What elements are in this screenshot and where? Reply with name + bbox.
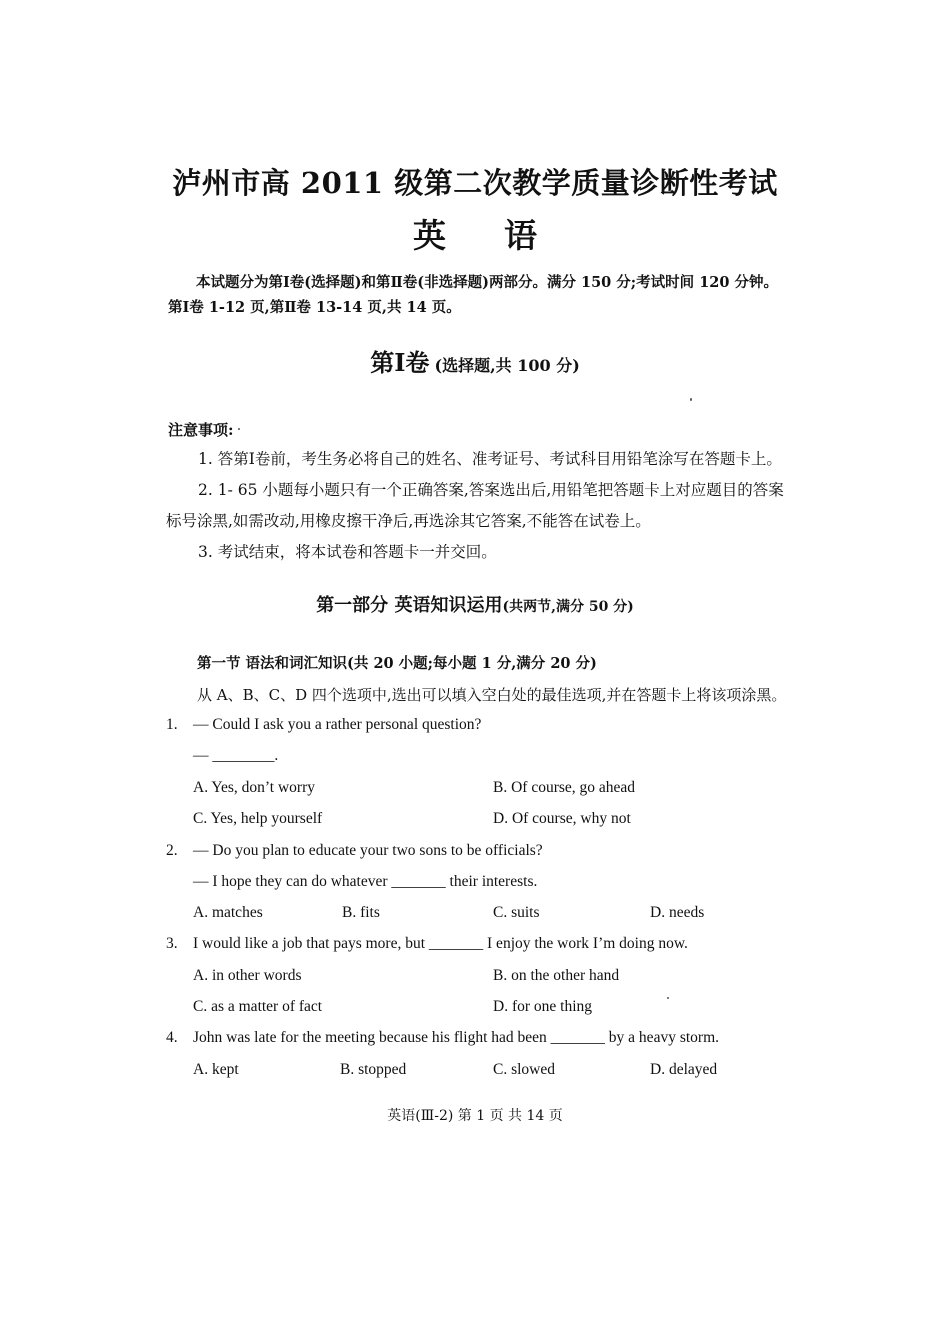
option-c: C. Yes, help yourself (193, 810, 323, 827)
question-response: — ________. (193, 747, 279, 764)
option-d: D. for one thing (493, 998, 593, 1015)
question-number: 4. (166, 1029, 178, 1046)
volume-name: 第Ⅰ卷 (370, 348, 430, 377)
option-c: C. slowed (493, 1061, 555, 1078)
question-number: 2. (166, 842, 178, 859)
question-response: — I hope they can do whatever _______ their interests. (193, 873, 538, 890)
scan-speck (667, 997, 669, 999)
notice-item-2a: 2. 1- 65 小题每小题只有一个正确答案,答案选出后,用铅笔把答题卡上对应题目的答案 (198, 481, 784, 499)
option-d: D. delayed (650, 1061, 718, 1078)
volume-heading (0, 343, 950, 378)
question-stem: — Do you plan to educate your two sons to be officials? (193, 842, 543, 859)
option-a: A. in other words (193, 967, 302, 984)
intro-line-2: 第Ⅰ卷 1-12 页,第Ⅱ卷 13-14 页,共 14 页。 (168, 299, 461, 316)
volume-detail: (选择题,共 100 分) (434, 356, 580, 375)
subject-title: 英语 (413, 216, 595, 255)
option-d: D. needs (650, 904, 705, 921)
option-b: B. Of course, go ahead (493, 779, 636, 796)
notice-heading: 注意事项: (168, 421, 234, 439)
notice-item-1: 1. 答第Ⅰ卷前，考生务必将自己的姓名、准考证号、考试科目用铅笔涂写在答题卡上。 (198, 450, 782, 468)
part-detail: (共两节,满分 50 分) (502, 599, 634, 615)
page-footer: 英语(Ⅲ-2) 第 1 页 共 14 页 (387, 1108, 563, 1124)
section-heading: 第一节 语法和词汇知识(共 20 小题;每小题 1 分,满分 20 分) (197, 655, 597, 672)
question-number: 1. (166, 716, 178, 733)
intro-line-1: 本试题分为第Ⅰ卷(选择题)和第Ⅱ卷(非选择题)两部分。满分 150 分;考试时间 120 分钟。 (196, 274, 779, 291)
scan-speck (690, 398, 692, 401)
part-name: 第一部分 英语知识运用 (316, 595, 503, 616)
section-instruction: 从 A、B、C、D 四个选项中,选出可以填入空白处的最佳选项,并在答题卡上将该项涂黑。 (197, 686, 787, 704)
exam-title: 泸州市高 2011 级第二次教学质量诊断性考试 (172, 166, 778, 200)
question-stem: John was late for the meeting because his flight had been _______ by a heavy storm. (193, 1029, 720, 1046)
option-b: B. fits (342, 904, 380, 921)
option-b: B. on the other hand (493, 967, 620, 984)
option-a: A. Yes, don’t worry (193, 779, 316, 796)
option-a: A. matches (193, 904, 263, 921)
notice-item-3: 3. 考试结束，将本试卷和答题卡一并交回。 (198, 543, 497, 561)
notice-item-2b: 标号涂黑,如需改动,用橡皮擦干净后,再选涂其它答案,不能答在试卷上。 (166, 512, 651, 530)
option-d: D. Of course, why not (493, 810, 631, 827)
scan-speck (238, 428, 240, 430)
part-heading (0, 591, 950, 617)
question-stem: I would like a job that pays more, but _______ I enjoy the work I’m doing now. (193, 935, 688, 952)
option-a: A. kept (193, 1061, 239, 1078)
question-stem: — Could I ask you a rather personal question? (193, 716, 482, 733)
option-c: C. as a matter of fact (193, 998, 323, 1015)
option-b: B. stopped (340, 1061, 407, 1078)
option-c: C. suits (493, 904, 540, 921)
question-number: 3. (166, 935, 178, 952)
